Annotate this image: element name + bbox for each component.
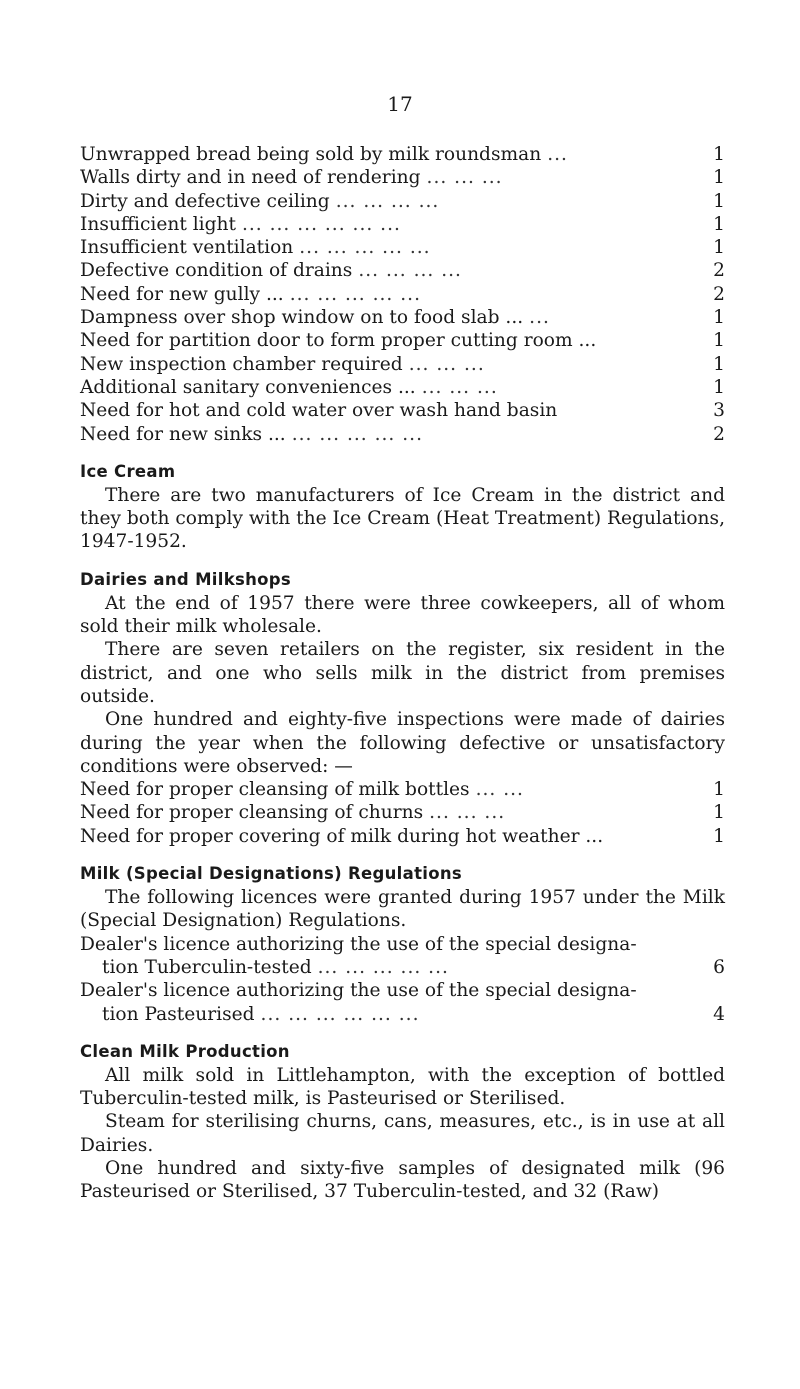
leader-dots: ...	[547, 144, 568, 165]
item-label: Need for proper cleansing of milk bottles	[80, 779, 470, 801]
item-count: 1	[713, 330, 725, 352]
item-label: tion Tuberculin-tested	[102, 956, 312, 978]
list-item	[80, 376, 725, 399]
leader-dots: ... ... ...	[429, 802, 506, 824]
list-item	[80, 423, 725, 446]
page-content	[80, 143, 725, 1204]
item-count: 1	[713, 802, 725, 824]
defects-list	[80, 143, 725, 446]
item-label: Insufficient light	[80, 213, 236, 235]
list-item	[80, 259, 725, 282]
list-item	[80, 213, 725, 236]
list-item	[80, 283, 725, 306]
list-item	[80, 399, 725, 422]
item-label: Need for proper cleansing of churns	[80, 802, 424, 824]
leader-dots: ... ... ... ... ... ...	[260, 1003, 420, 1025]
item-label: Need for proper covering of milk during hot weather ...	[80, 825, 604, 847]
clean-milk-paragraph-3: One hundred and sixty-five samples of designated milk (96 Pasteurised or Sterilised, 37 Tuberculin-tested, and 32 (Raw)	[80, 1157, 725, 1203]
item-count: 3	[713, 400, 725, 422]
list-item	[80, 353, 725, 376]
leader-dots: ... ...	[475, 779, 524, 801]
leader-dots: ... ... ...	[426, 167, 503, 189]
item-label: Need for partition door to form proper cutting room ...	[80, 330, 597, 352]
item-label: Defective condition of drains	[80, 260, 353, 282]
item-label: Unwrapped bread being sold by milk roundsman	[80, 144, 542, 165]
item-count: 1	[713, 779, 725, 801]
leader-dots: ... ... ... ... ...	[289, 283, 421, 305]
clean-milk-paragraph-2: Steam for sterilising churns, cans, measures, etc., is in use at all Dairies.	[80, 1111, 725, 1156]
item-count: 1	[713, 213, 725, 235]
item-count: 6	[713, 956, 725, 978]
item-count: 1	[713, 167, 725, 189]
licence-item	[80, 933, 725, 980]
licence-text-line-1: Dealer's licence authorizing the use of the special designa-	[80, 933, 637, 955]
item-count: 1	[713, 353, 725, 375]
leader-dots: ... ... ...	[408, 353, 485, 375]
licence-text-line-2	[80, 956, 725, 979]
item-count: 1	[713, 190, 725, 212]
section-heading-dairies: Dairies and Milkshops	[80, 569, 292, 589]
licence-list	[80, 933, 725, 1026]
item-count: 2	[713, 283, 725, 305]
item-label: Walls dirty and in need of rendering	[80, 167, 421, 189]
leader-dots: ... ... ... ... ... ...	[241, 213, 401, 235]
list-item	[80, 801, 725, 824]
item-label: Need for new gully ...	[80, 283, 284, 305]
list-item	[80, 166, 725, 189]
dairies-paragraph-2: There are seven retailers on the register, six resident in the district, and one who sells milk in the district from premises outside.	[80, 639, 725, 707]
item-count: 2	[713, 260, 725, 282]
item-label: tion Pasteurised	[102, 1003, 255, 1025]
item-label: Dirty and defective ceiling	[80, 190, 330, 212]
milk-special-paragraph: The following licences were granted during 1957 under the Milk (Special Designation) Regulations.	[80, 887, 725, 932]
leader-dots: ...	[529, 307, 550, 329]
section-heading-milk-special: Milk (Special Designations) Regulations	[80, 864, 463, 884]
item-label: Need for new sinks ...	[80, 423, 286, 445]
dairy-defects-list	[80, 778, 725, 848]
licence-item	[80, 979, 725, 1026]
leader-dots: ... ... ... ... ...	[317, 956, 449, 978]
section-heading-ice-cream: Ice Cream	[80, 461, 176, 481]
dairies-paragraph-3: One hundred and eighty-five inspections were made of dairies during the year when the following defective or unsatisfactory conditions were observed: —	[80, 709, 725, 777]
list-item	[80, 329, 725, 352]
item-count: 1	[713, 237, 725, 259]
item-label: Insufficient ventilation	[80, 237, 294, 259]
list-item	[80, 143, 725, 166]
dairies-paragraph-1: At the end of 1957 there were three cowkeepers, all of whom sold their milk wholesale.	[80, 592, 725, 638]
item-count: 1	[713, 144, 725, 165]
list-item	[80, 306, 725, 329]
page-number: 17	[387, 92, 413, 116]
item-label: Need for hot and cold water over wash hand basin	[80, 400, 558, 422]
item-count: 4	[713, 1003, 725, 1025]
item-count: 2	[713, 423, 725, 445]
leader-dots: ... ... ... ...	[358, 260, 462, 282]
section-heading-clean-milk: Clean Milk Production	[80, 1041, 290, 1061]
item-count: 1	[713, 376, 725, 398]
item-label: Dampness over shop window on to food slab ...	[80, 307, 524, 329]
ice-cream-paragraph: There are two manufacturers of Ice Cream in the district and they both comply with the Ice Cream (Heat Treatment) Regulations, 1947-1952.	[80, 484, 725, 553]
leader-dots: ... ... ... ...	[335, 190, 440, 212]
leader-dots: ... ... ... ... ...	[291, 423, 423, 445]
clean-milk-paragraph-1: All milk sold in Littlehampton, with the exception of bottled Tuberculin-tested milk, is Pasteurised or Sterilised.	[80, 1064, 725, 1110]
item-count: 1	[713, 307, 725, 329]
item-label: New inspection chamber required	[80, 353, 403, 375]
item-count: 1	[713, 825, 725, 847]
leader-dots: ... ... ... ... ...	[299, 237, 431, 259]
licence-text-line-1: Dealer's licence authorizing the use of the special designa-	[80, 980, 637, 1002]
item-label: Additional sanitary conveniences ...	[80, 376, 416, 398]
list-item	[80, 778, 725, 801]
list-item	[80, 236, 725, 259]
list-item	[80, 190, 725, 213]
list-item	[80, 825, 725, 848]
licence-text-line-2	[80, 1003, 725, 1026]
leader-dots: ... ... ...	[421, 376, 498, 398]
